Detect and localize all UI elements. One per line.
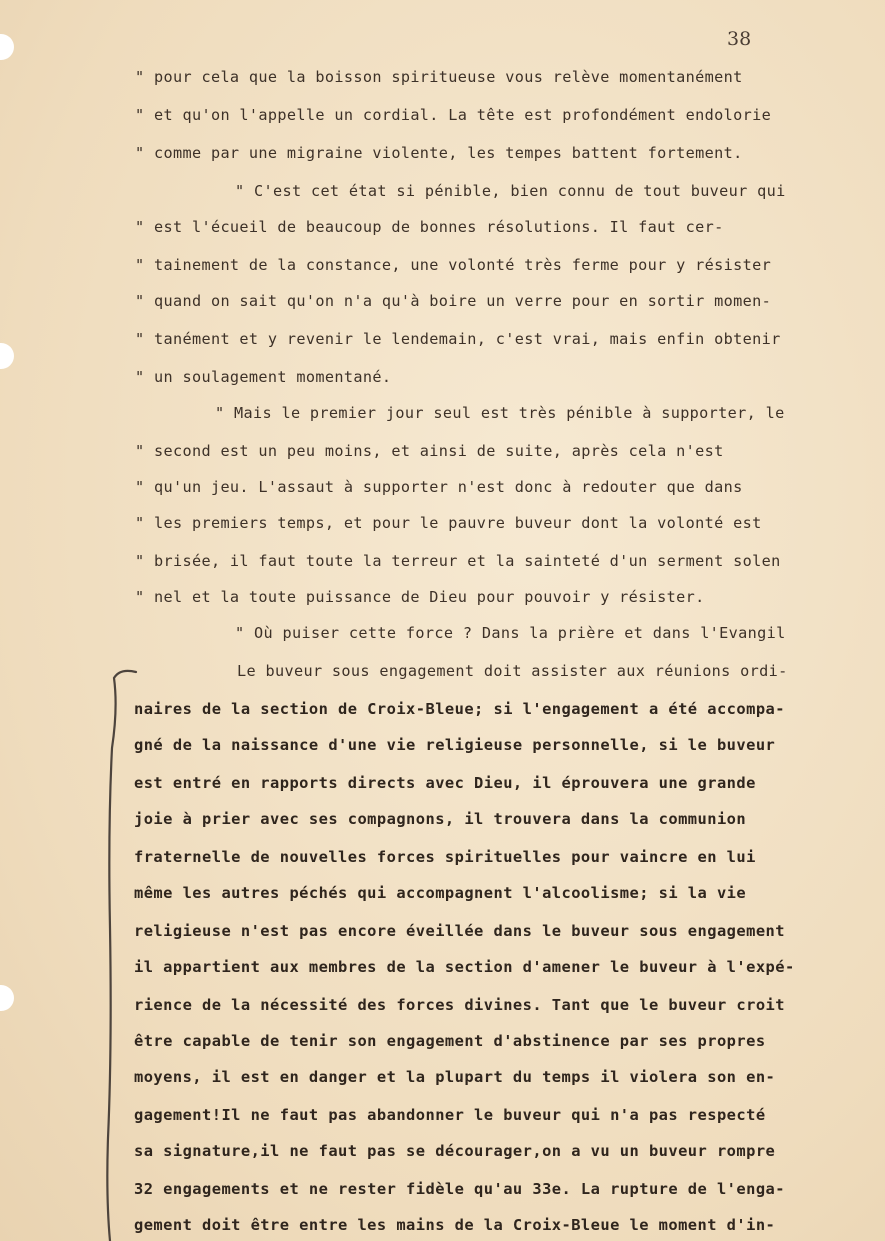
text-line: naires de la section de Croix-Bleue; si l'engagement a été accompa- <box>134 700 785 718</box>
text-line: gagement!Il ne faut pas abandonner le buveur qui n'a pas respecté <box>134 1106 766 1124</box>
text-line: " comme par une migraine violente, les tempes battent fortement. <box>135 144 743 162</box>
text-line: " nel et la toute puissance de Dieu pour pouvoir y résister. <box>135 588 705 606</box>
text-line: Le buveur sous engagement doit assister aux réunions ordi- <box>237 662 788 680</box>
page-number: 38 <box>727 28 752 50</box>
text-line: " qu'un jeu. L'assaut à supporter n'est donc à redouter que dans <box>135 478 743 496</box>
text-line: " quand on sait qu'on n'a qu'à boire un verre pour en sortir momen- <box>135 292 772 310</box>
margin-bracket-mark <box>100 668 140 1241</box>
text-line: gement doit être entre les mains de la Croix-Bleue le moment d'in- <box>134 1216 776 1234</box>
text-line: même les autres péchés qui accompagnent l'alcoolisme; si la vie <box>134 884 747 902</box>
text-line: " Où puiser cette force ? Dans la prière et dans l'Evangil <box>235 624 786 642</box>
text-line: rience de la nécessité des forces divines. Tant que le buveur croit <box>134 996 785 1014</box>
text-line: " un soulagement momentané. <box>135 368 392 386</box>
text-line: est entré en rapports directs avec Dieu, il éprouvera une grande <box>134 774 756 792</box>
text-line: " tainement de la constance, une volonté très ferme pour y résister <box>135 256 772 274</box>
text-line: 32 engagements et ne rester fidèle qu'au 33e. La rupture de l'enga- <box>134 1180 785 1198</box>
text-line: " C'est cet état si pénible, bien connu de tout buveur qui <box>235 182 786 200</box>
text-line: fraternelle de nouvelles forces spirituelles pour vaincre en lui <box>134 848 756 866</box>
text-line: " tanément et y revenir le lendemain, c'est vrai, mais enfin obtenir <box>135 330 781 348</box>
text-line: " les premiers temps, et pour le pauvre buveur dont la volonté est <box>135 514 762 532</box>
text-line: il appartient aux membres de la section d'amener le buveur à l'expé- <box>134 958 795 976</box>
text-line: sa signature,il ne faut pas se décourager,on a vu un buveur rompre <box>134 1142 776 1160</box>
text-line: moyens, il est en danger et la plupart du temps il violera son en- <box>134 1068 776 1086</box>
text-line: être capable de tenir son engagement d'abstinence par ses propres <box>134 1032 766 1050</box>
text-line: religieuse n'est pas encore éveillée dans le buveur sous engagement <box>134 922 785 940</box>
text-line: joie à prier avec ses compagnons, il trouvera dans la communion <box>134 810 747 828</box>
text-line: " Mais le premier jour seul est très pénible à supporter, le <box>215 404 785 422</box>
text-line: " brisée, il faut toute la terreur et la sainteté d'un serment solen <box>135 552 781 570</box>
text-line: " pour cela que la boisson spiritueuse vous relève momentanément <box>135 68 743 86</box>
text-line: gné de la naissance d'une vie religieuse personnelle, si le buveur <box>134 736 776 754</box>
text-line: " et qu'on l'appelle un cordial. La tête est profondément endolorie <box>135 106 772 124</box>
text-line: " second est un peu moins, et ainsi de suite, après cela n'est <box>135 442 724 460</box>
text-line: " est l'écueil de beaucoup de bonnes résolutions. Il faut cer- <box>135 218 724 236</box>
